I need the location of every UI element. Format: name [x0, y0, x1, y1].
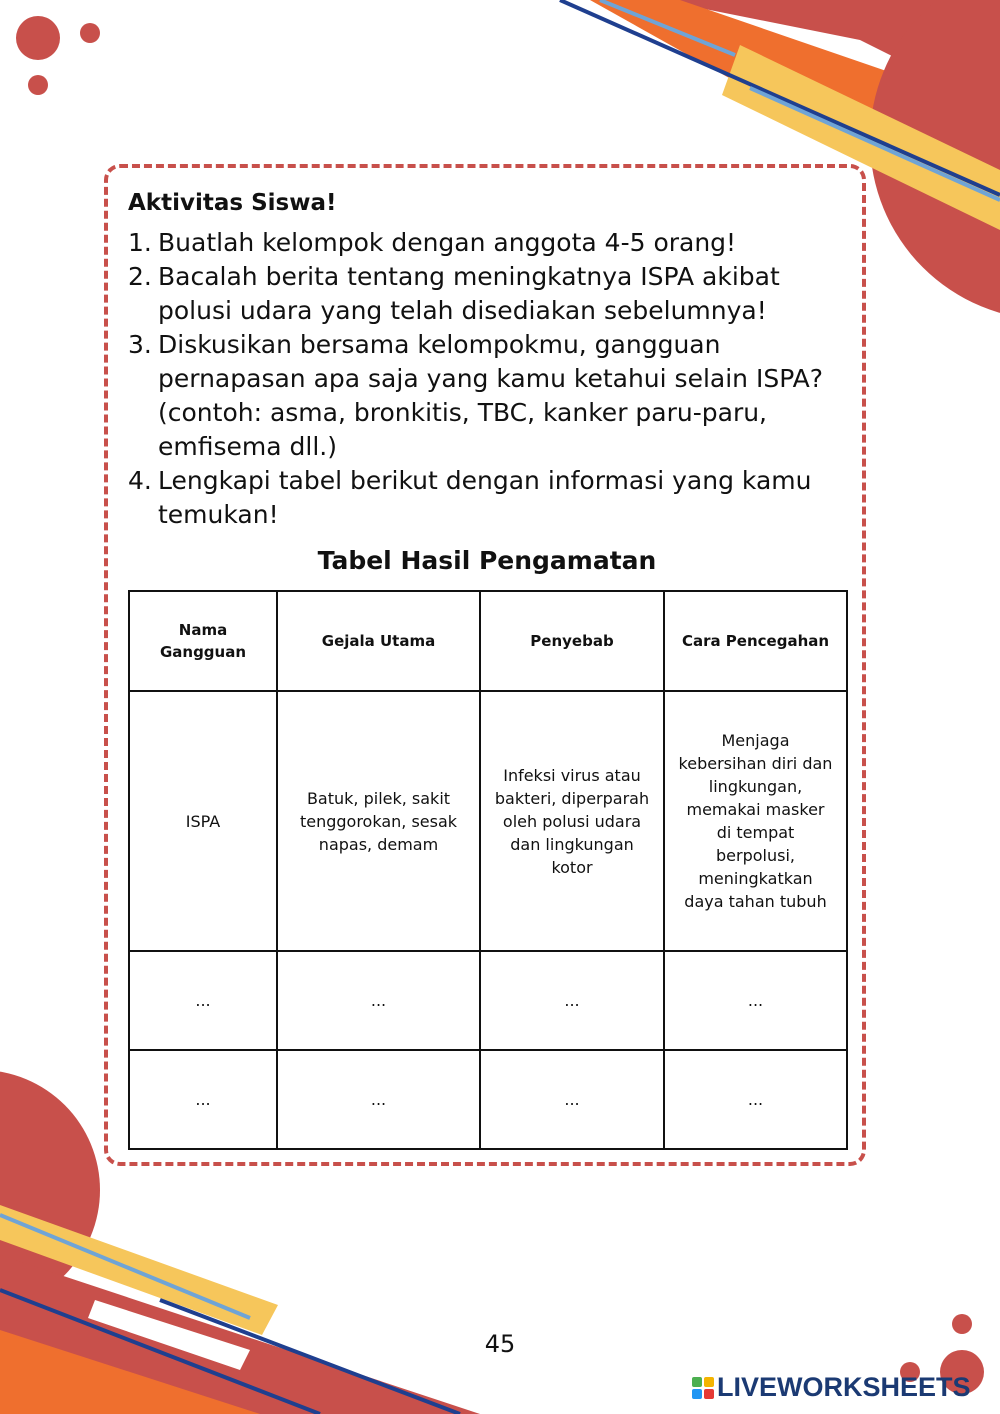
table-row [129, 951, 847, 1050]
step-number: 2. [128, 262, 152, 291]
table-cell-blank[interactable]: ... [480, 1050, 664, 1149]
liveworksheets-logo-icon [692, 1377, 714, 1399]
step-number: 1. [128, 228, 152, 257]
table-cell: Batuk, pilek, sakit tenggorokan, sesak napas, demam [277, 691, 480, 951]
activity-title: Aktivitas Siswa! [128, 190, 337, 216]
table-header-row [129, 591, 847, 691]
step-number: 4. [128, 466, 152, 495]
header-penyebab: Penyebab [480, 591, 664, 691]
decor-dot-large [16, 16, 60, 60]
table-cell-blank[interactable]: ... [277, 1050, 480, 1149]
decor-dot-small [952, 1314, 972, 1334]
table-title: Tabel Hasil Pengamatan [317, 546, 657, 575]
header-gejala-utama: Gejala Utama [277, 591, 480, 691]
table-row [129, 691, 847, 951]
step-item [128, 328, 848, 464]
decor-dot-small [28, 75, 48, 95]
step-item [128, 226, 848, 260]
table-cell-blank[interactable]: ... [129, 1050, 277, 1149]
decor-dot-small [80, 23, 100, 43]
observation-table [128, 590, 848, 1150]
step-item [128, 260, 848, 328]
page-number: 45 [484, 1330, 516, 1358]
step-text: Diskusikan bersama kelompokmu, gangguan pernapasan apa saja yang kamu ketahui selain ISPA? (contoh: asma, bronkitis, TBC, kanker paru-paru, emfisema dll.) [158, 330, 824, 461]
header-nama-gangguan: Nama Gangguan [129, 591, 277, 691]
step-number: 3. [128, 330, 152, 359]
table-cell: Menjaga kebersihan diri dan lingkungan, memakai masker di tempat berpolusi, meningkatkan daya tahan tubuh [664, 691, 847, 951]
step-text: Bacalah berita tentang meningkatnya ISPA akibat polusi udara yang telah disediakan sebelumnya! [158, 262, 780, 325]
table-cell: ISPA [129, 691, 277, 951]
activity-steps [128, 226, 848, 532]
header-cara-pencegahan: Cara Pencegahan [664, 591, 847, 691]
table-row [129, 1050, 847, 1149]
table-cell-blank[interactable]: ... [664, 1050, 847, 1149]
step-text: Buatlah kelompok dengan anggota 4-5 orang! [158, 228, 737, 257]
table-cell-blank[interactable]: ... [129, 951, 277, 1050]
table-cell-blank[interactable]: ... [480, 951, 664, 1050]
table-cell-blank[interactable]: ... [664, 951, 847, 1050]
watermark-text: LIVEWORKSHEETS [717, 1372, 971, 1402]
table-cell: Infeksi virus atau bakteri, diperparah oleh polusi udara dan lingkungan kotor [480, 691, 664, 951]
step-text: Lengkapi tabel berikut dengan informasi yang kamu temukan! [158, 466, 812, 529]
step-item [128, 464, 848, 532]
liveworksheets-watermark [692, 1372, 971, 1403]
table-cell-blank[interactable]: ... [277, 951, 480, 1050]
